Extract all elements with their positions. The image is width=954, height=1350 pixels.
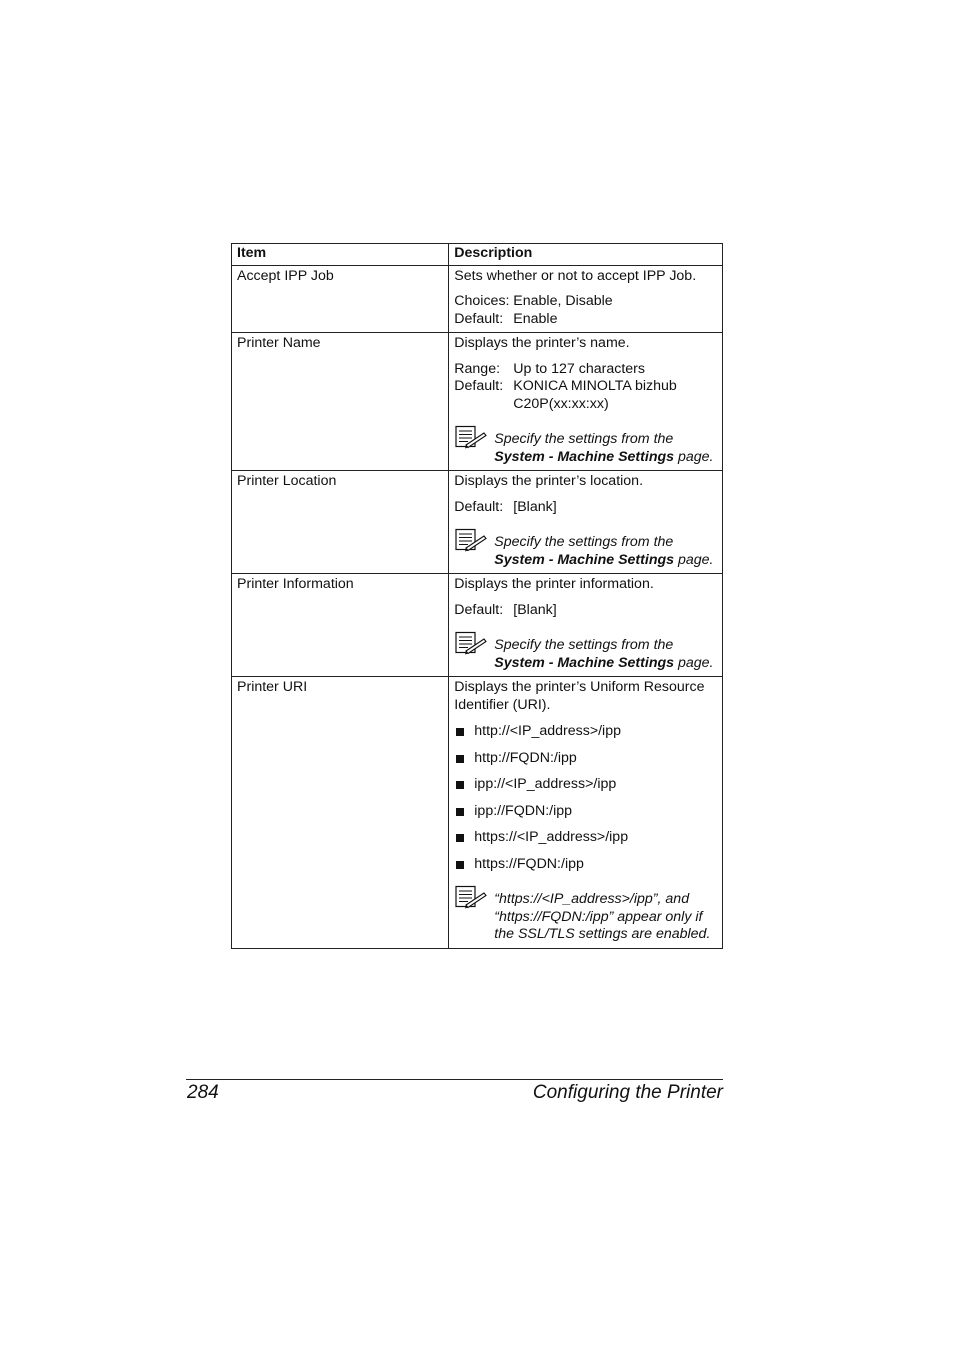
- description-cell: [449, 265, 723, 333]
- list-item: [454, 829, 717, 847]
- range-label: Range:: [454, 360, 501, 377]
- default-line: [454, 311, 717, 329]
- default-value: Enable: [513, 310, 558, 327]
- note: [454, 885, 717, 944]
- page-number: 284: [187, 1082, 219, 1103]
- default-label: Default:: [454, 601, 504, 618]
- bullet-square-icon: [456, 755, 464, 763]
- list-item: [454, 723, 717, 741]
- bullet-text: ipp://<IP_address>/ipp: [474, 776, 617, 792]
- default-line: [454, 499, 717, 517]
- note-pencil-icon: [454, 528, 494, 569]
- default-value-line-1: KONICA MINOLTA bizhub: [513, 378, 677, 394]
- bullet-text: ipp://FQDN:/ipp: [474, 802, 573, 819]
- description-text: Displays the printer’s name.: [454, 335, 630, 351]
- range-value: Up to 127 characters: [513, 360, 645, 377]
- item-cell: Printer Name: [232, 333, 449, 471]
- table-row-printer-name: [232, 333, 723, 471]
- note-text: “https://<IP_address>/ipp”, and “https://FQDN:/ipp” appear only if the SSL/TLS settings are enabled.: [494, 891, 711, 942]
- choices-line: [454, 293, 717, 311]
- header-description: Description: [449, 244, 723, 266]
- range-line: [454, 361, 717, 379]
- note: [454, 528, 717, 569]
- list-item: [454, 803, 717, 821]
- bullet-text: https://<IP_address>/ipp: [474, 829, 629, 845]
- description-text: Sets whether or not to accept IPP Job.: [454, 267, 697, 284]
- default-value-line-2: C20P(xx:xx:xx): [513, 395, 609, 412]
- chapter-title: Configuring the Printer: [532, 1082, 723, 1103]
- choices-value: Enable, Disable: [513, 293, 613, 309]
- default-value: [Blank]: [513, 601, 557, 618]
- description-cell: [449, 574, 723, 677]
- bullet-text: http://FQDN:/ipp: [474, 749, 577, 766]
- list-item: [454, 750, 717, 768]
- description-cell: [449, 471, 723, 574]
- default-line: [454, 378, 717, 413]
- header-item: Item: [232, 244, 449, 266]
- bullet-square-icon: [456, 861, 464, 869]
- bullet-text: https://FQDN:/ipp: [474, 855, 584, 872]
- note-text: Specify the settings from the System - Machine Settings page.: [494, 431, 714, 465]
- list-item: [454, 856, 717, 874]
- table-row-printer-location: [232, 471, 723, 574]
- list-item: [454, 776, 717, 794]
- note-pencil-icon: [454, 885, 494, 944]
- bullet-square-icon: [456, 834, 464, 842]
- table-header-row: [232, 244, 723, 266]
- description-cell: [449, 677, 723, 949]
- note: [454, 631, 717, 672]
- item-cell: Accept IPP Job: [232, 265, 449, 333]
- table-row-printer-information: [232, 574, 723, 677]
- note: [454, 425, 717, 466]
- item-cell: Printer Information: [232, 574, 449, 677]
- note-text: Specify the settings from the System - Machine Settings page.: [494, 637, 714, 671]
- default-label: Default:: [454, 310, 504, 327]
- note-pencil-icon: [454, 631, 494, 672]
- bullet-square-icon: [456, 781, 464, 789]
- settings-table: [231, 243, 723, 949]
- table-row-accept-ipp-job: [232, 265, 723, 333]
- description-text: Displays the printer’s Uniform Resource Identifier (URI).: [454, 679, 705, 713]
- bullet-text: http://<IP_address>/ipp: [474, 723, 621, 739]
- description-cell: [449, 333, 723, 471]
- default-value: [Blank]: [513, 498, 557, 515]
- footer-divider: [186, 1079, 723, 1080]
- note-text: Specify the settings from the System - Machine Settings page.: [494, 534, 714, 568]
- default-label: Default:: [454, 498, 504, 515]
- bullet-square-icon: [456, 808, 464, 816]
- note-pencil-icon: [454, 425, 494, 466]
- table-row-printer-uri: [232, 677, 723, 949]
- default-label: Default:: [454, 378, 504, 394]
- choices-label: Choices:: [454, 293, 510, 309]
- item-cell: Printer Location: [232, 471, 449, 574]
- default-value: [513, 378, 717, 413]
- bullet-square-icon: [456, 728, 464, 736]
- description-text: Displays the printer information.: [454, 576, 654, 592]
- item-cell: Printer URI: [232, 677, 449, 949]
- default-line: [454, 602, 717, 620]
- description-text: Displays the printer’s location.: [454, 473, 644, 489]
